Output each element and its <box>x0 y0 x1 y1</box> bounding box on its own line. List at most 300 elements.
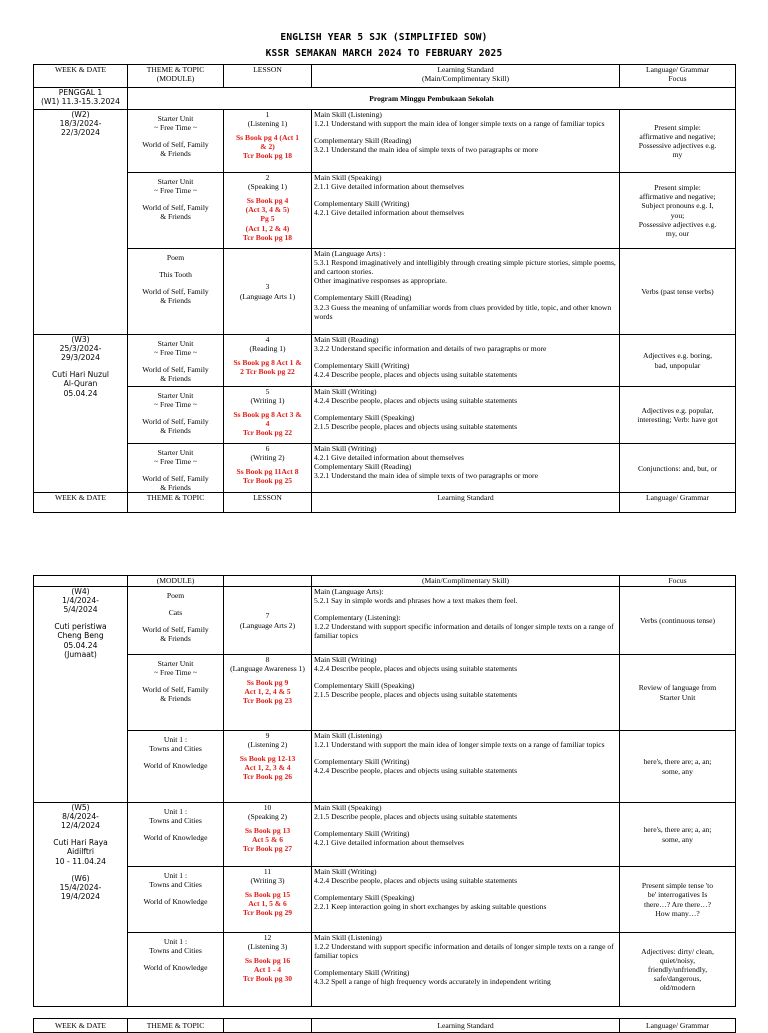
lesson-cell <box>224 655 312 731</box>
lesson-cell <box>224 249 312 335</box>
spacer <box>36 866 125 874</box>
footer-week: WEEK & DATE <box>34 493 128 513</box>
text-line: Adjectives e.g. boring, <box>643 351 712 361</box>
grammar-focus-cell <box>620 587 736 655</box>
text-line: 5/4/2024 <box>63 605 98 615</box>
header-lesson-continued <box>224 576 312 587</box>
spacer <box>314 673 617 681</box>
spacer <box>130 357 221 365</box>
text-line: Starter Unit <box>157 659 194 668</box>
text-line: 5.3.1 Respond imaginatively and intelligibly through creating simple picture stories, simple poems, and cartoon stories. <box>314 258 618 277</box>
theme-cell <box>128 173 224 249</box>
spacer <box>36 362 125 370</box>
text-line: ~ Free Time ~ <box>153 186 198 196</box>
cut-footer-strip <box>33 1018 735 1030</box>
text-line: Ss Book pg 16 <box>244 956 291 966</box>
header-learning-standard: Learning Standard (Main/Complimentary Skill) <box>312 65 620 88</box>
lesson-name: (Writing 2) <box>250 453 285 463</box>
text-line: 29/3/2024 <box>61 353 100 363</box>
text-line: How many…? <box>655 908 700 918</box>
text-line: (Act 3, 4 & 5) <box>245 205 290 215</box>
text-line: 1.2.1 Understand with support the main idea of longer simple texts on a range of familiar topics <box>314 119 605 129</box>
lesson-number: 8 <box>265 655 270 664</box>
lesson-cell <box>224 803 312 867</box>
grammar-focus-cell <box>620 249 736 335</box>
text-line: Main Skill (Speaking) <box>314 803 382 812</box>
text-line: World of Self, Family <box>142 474 209 484</box>
lesson-name: (Language Arts 1) <box>239 291 296 301</box>
document-title-line2: KSSR SEMAKAN MARCH 2024 TO FEBRUARY 2025 <box>265 48 503 59</box>
cut-footer-ls: Learning Standard <box>312 1019 620 1033</box>
text-line: Cuti peristiwa <box>54 622 107 632</box>
text-line: Main Skill (Listening) <box>314 731 382 740</box>
table-row <box>34 110 736 173</box>
text-line: (W3) <box>71 335 90 344</box>
text-line: 4.2.1 Give detailed information about themselves <box>314 208 464 218</box>
text-line: Other imaginative responses as appropriate. <box>314 276 448 286</box>
text-line: 4.2.4 Describe people, places and objects using suitable statements <box>314 664 518 674</box>
spacer <box>130 753 221 761</box>
learning-standard-cell <box>312 867 620 933</box>
text-line: Ss Book pg 9 <box>246 678 289 688</box>
cut-footer-lesson <box>224 1019 312 1033</box>
lesson-name: (Reading 1) <box>249 344 286 354</box>
text-line: & Friends <box>160 634 191 644</box>
lesson-cell <box>224 387 312 444</box>
spacer <box>130 825 221 833</box>
theme-cell <box>128 249 224 335</box>
text-line: & Friends <box>160 149 191 159</box>
text-line: World of Knowledge <box>143 897 208 907</box>
text-line: & Friends <box>160 374 191 384</box>
text-line: Tcr Book pg 18 <box>242 151 293 161</box>
text-line: Ss Book pg 8 Act 1 & <box>233 358 302 368</box>
text-line: 8/4/2024- <box>62 812 99 822</box>
spacer <box>314 405 617 413</box>
spacer <box>130 262 221 270</box>
text-line: (Act 1, 2 & 4) <box>245 223 290 233</box>
grammar-focus-cell <box>620 933 736 1007</box>
text-line: here's, there are; a, an; <box>643 757 712 767</box>
header-week-continued <box>34 576 128 587</box>
text-line: Cheng Beng <box>57 631 104 641</box>
theme-cell <box>128 867 224 933</box>
spacer <box>130 132 221 140</box>
learning-standard-cell <box>312 249 620 335</box>
spacer <box>130 955 221 963</box>
table-row <box>34 173 736 249</box>
text-line: 4.2.4 Describe people, places and objects using suitable statements <box>314 876 518 886</box>
table-row <box>34 655 736 731</box>
lesson-name: (Speaking 2) <box>247 812 287 822</box>
text-line: Ss Book pg 8 Act 3 & <box>233 410 302 420</box>
grammar-focus-cell <box>620 731 736 803</box>
text-line: Act 1 - 4 <box>253 965 282 975</box>
text-line: Main Skill (Listening) <box>314 110 382 119</box>
text-line: Complementary Skill (Writing) <box>314 829 410 839</box>
table-row <box>34 731 736 803</box>
footer-focus: Language/ Grammar <box>620 493 736 513</box>
table-footer-row <box>34 493 736 513</box>
spacer <box>314 191 617 199</box>
text-line: ~ Free Time ~ <box>153 457 198 467</box>
text-line: Main Skill (Reading) <box>314 335 379 344</box>
theme-cell <box>128 655 224 731</box>
lesson-name: (Listening 2) <box>247 740 288 750</box>
text-line: 3.2.1 Understand the main idea of simple texts of two paragraphs or more <box>314 145 538 155</box>
text-line: (W5) <box>71 803 90 812</box>
text-line: Starter Unit <box>659 692 696 702</box>
cut-footer-theme: THEME & TOPIC <box>128 1019 224 1033</box>
lesson-number: 5 <box>265 387 270 396</box>
text-line: 4 <box>265 419 270 429</box>
text-line: Act 1, 2, 3 & 4 <box>244 763 291 773</box>
footer-theme: THEME & TOPIC <box>128 493 224 513</box>
text-line: Unit 1 : <box>163 937 188 946</box>
lesson-number: 6 <box>265 444 270 453</box>
text-line: Act 5 & 6 <box>252 835 283 845</box>
header-ls-continued: (Main/Complimentary Skill) <box>312 576 620 587</box>
lesson-number: 4 <box>265 335 270 344</box>
week-cell-w5-w6 <box>34 803 128 1007</box>
text-line: Adjectives: dirty/ clean, <box>641 946 714 956</box>
text-line: (W6) <box>71 873 90 883</box>
text-line: ~ Free Time ~ <box>153 400 198 410</box>
theme-cell <box>128 444 224 493</box>
text-line: Tcr Book pg 25 <box>242 476 293 486</box>
text-line: Main Skill (Writing) <box>314 444 377 453</box>
spacer <box>130 889 221 897</box>
text-line: World of Self, Family <box>142 417 209 427</box>
learning-standard-cell <box>312 731 620 803</box>
lesson-cell <box>224 110 312 173</box>
header-week: WEEK & DATE <box>34 65 128 88</box>
theme-cell <box>128 731 224 803</box>
theme-cell <box>128 387 224 444</box>
text-line: 4.2.4 Describe people, places and objects using suitable statements <box>314 766 518 776</box>
text-line: 12/4/2024 <box>61 821 100 831</box>
lesson-cell <box>224 587 312 655</box>
week-cell-w4 <box>34 587 128 803</box>
spacer <box>130 195 221 203</box>
text-line: Ss Book pg 15 <box>244 890 291 900</box>
lesson-number: 7 <box>265 611 270 621</box>
text-line: bad, unpopular <box>654 360 701 370</box>
text-line: World of Knowledge <box>143 761 208 771</box>
text-line: 1.2.1 Understand with support the main idea of longer simple texts on a range of familiar topics <box>314 740 605 750</box>
text-line: Tcr Book pg 23 <box>242 696 293 706</box>
spacer <box>36 614 125 622</box>
text-line: 2 Tcr Book pg 22 <box>240 367 295 377</box>
lesson-name: (Listening 3) <box>247 942 288 952</box>
text-line: 3.2.3 Guess the meaning of unfamiliar words from clues provided by title, topic, and other known words <box>314 302 614 321</box>
text-line: Starter Unit <box>157 448 194 457</box>
text-line: affirmative and negative; <box>639 131 716 141</box>
text-line: Towns and Cities <box>149 744 202 754</box>
text-line: Starter Unit <box>157 177 194 186</box>
text-line: 3.2.2 Understand specific information and details of two paragraphs or more <box>314 344 547 354</box>
lesson-name: (Language Arts 2) <box>239 620 296 630</box>
spacer <box>130 600 221 608</box>
spacer <box>130 677 221 685</box>
spacer <box>314 128 617 136</box>
text-line: Complementary Skill (Writing) <box>314 199 410 209</box>
penggal-cell: PENGGAL 1 (W1) 11.3-15.3.2024 <box>34 88 128 110</box>
text-line: my, our <box>665 228 690 238</box>
text-line: quiet/noisy, <box>659 955 696 965</box>
text-line: ~ Free Time ~ <box>153 348 198 358</box>
text-line: 4.2.1 Give detailed information about themselves <box>314 453 464 463</box>
text-line: Complementary Skill (Writing) <box>314 361 410 371</box>
sow-table-1 <box>33 64 736 513</box>
lesson-number: 12 <box>263 933 272 942</box>
text-line: Review of language from <box>638 683 717 693</box>
text-line: some, any <box>662 766 693 776</box>
text-line: (W2) <box>71 110 90 119</box>
lesson-name: (Listening 1) <box>247 119 288 129</box>
text-line: Unit 1 : <box>163 735 188 744</box>
text-line: Complementary Skill (Writing) <box>314 757 410 767</box>
text-line: 3.2.1 Understand the main idea of simple texts of two paragraphs or more <box>314 471 538 481</box>
text-line: Pg 5 <box>260 214 275 224</box>
learning-standard-cell <box>312 335 620 387</box>
text-line: & Friends <box>160 426 191 436</box>
text-line: Conjunctions: and, but, or <box>637 463 718 473</box>
text-line: Unit 1 : <box>163 871 188 880</box>
lesson-name: (Language Awareness 1) <box>230 664 305 674</box>
text-line: & Friends <box>160 483 191 493</box>
text-line: Present simple tense 'to <box>641 881 714 891</box>
text-line: Tcr Book pg 29 <box>242 908 293 918</box>
header-theme-continued: (MODULE) <box>128 576 224 587</box>
learning-standard-cell <box>312 803 620 867</box>
text-line: 1/4/2024- <box>62 596 99 606</box>
text-line: 10 - 11.04.24 <box>54 856 107 866</box>
document-title-line1: ENGLISH YEAR 5 SJK (SIMPLIFIED SOW) <box>280 32 488 43</box>
learning-standard-cell <box>312 444 620 493</box>
lesson-cell <box>224 444 312 493</box>
learning-standard-cell <box>312 110 620 173</box>
grammar-focus-cell <box>620 387 736 444</box>
text-line: here's, there are; a, an; <box>643 825 712 835</box>
grammar-focus-cell <box>620 803 736 867</box>
text-line: my <box>672 150 683 160</box>
learning-standard-cell <box>312 387 620 444</box>
theme-cell <box>128 335 224 387</box>
spacer <box>130 466 221 474</box>
text-line: Act 1, 2, 4 & 5 <box>244 687 291 697</box>
learning-standard-cell <box>312 173 620 249</box>
text-line: Starter Unit <box>157 391 194 400</box>
text-line: Verbs (continuous tense) <box>639 615 716 625</box>
lesson-cell <box>224 933 312 1007</box>
text-line: Ss Book pg 13 <box>244 826 291 836</box>
table-row <box>34 387 736 444</box>
text-line: Ss Book pg 12-13 <box>239 754 296 764</box>
text-line: Unit 1 : <box>163 807 188 816</box>
text-line: 1.2.2 Understand with support specific information and details of longer simple texts on a range of familiar topics <box>314 942 616 961</box>
header-lesson: LESSON <box>224 65 312 88</box>
theme-cell <box>128 587 224 655</box>
footer-learning-standard: Learning Standard <box>312 493 620 513</box>
text-line: 4.2.4 Describe people, places and objects using suitable statements <box>314 370 518 380</box>
text-line: Towns and Cities <box>149 816 202 826</box>
text-line: 05.04.24 <box>63 388 98 398</box>
penggal-row <box>34 88 736 110</box>
text-line: World of Self, Family <box>142 287 209 297</box>
text-line: Tcr Book pg 30 <box>242 974 293 984</box>
text-line: Main Skill (Speaking) <box>314 173 382 182</box>
grammar-focus-cell <box>620 867 736 933</box>
learning-standard-cell <box>312 933 620 1007</box>
text-line: Ss Book pg 4 <box>246 196 289 206</box>
grammar-focus-cell <box>620 444 736 493</box>
text-line: & Friends <box>160 212 191 222</box>
text-line: Tcr Book pg 26 <box>242 772 293 782</box>
text-line: 19/4/2024 <box>61 891 100 901</box>
table-row <box>34 933 736 1007</box>
footer-lesson: LESSON <box>224 493 312 513</box>
text-line: 15/4/2024- <box>59 882 102 892</box>
text-line: 05.04.24 <box>63 640 98 650</box>
text-line: This Tooth <box>159 270 192 280</box>
text-line: (Jumaat) <box>64 649 97 659</box>
text-line: World of Self, Family <box>142 625 209 635</box>
text-line: Verbs (past tense verbs) <box>641 286 714 296</box>
table-continued-header <box>34 576 736 587</box>
text-line: (W4) <box>71 587 90 596</box>
text-line: Cuti Hari Nuzul <box>51 370 110 380</box>
text-line: old/modern <box>659 983 695 993</box>
grammar-focus-cell <box>620 173 736 249</box>
text-line: 2.2.1 Keep interaction going in short exchanges by asking suitable questions <box>314 902 547 912</box>
text-line: safe/dangerous, <box>653 974 702 984</box>
text-line: & Friends <box>160 694 191 704</box>
text-line: there…? Are there…? <box>643 899 712 909</box>
text-line: Act 1, 5 & 6 <box>248 899 287 909</box>
text-line: you; <box>670 210 685 220</box>
learning-standard-cell <box>312 655 620 731</box>
lesson-number: 10 <box>263 803 272 812</box>
text-line: 1.2.2 Understand with support specific information and details of longer simple texts on a range of familiar topics <box>314 622 616 641</box>
text-line: 25/3/2024- <box>59 344 102 354</box>
spacer <box>130 617 221 625</box>
text-line: 2.1.5 Describe people, places and objects using suitable statements <box>314 422 518 432</box>
text-line: Main Skill (Writing) <box>314 655 377 664</box>
text-line: Main Skill (Writing) <box>314 867 377 876</box>
lesson-number: 2 <box>265 173 270 182</box>
learning-standard-cell <box>312 587 620 655</box>
text-line: & 2) <box>260 142 275 152</box>
text-line: World of Self, Family <box>142 365 209 375</box>
spacer <box>314 749 617 757</box>
lesson-number: 3 <box>265 282 270 292</box>
text-line: Present simple: <box>654 122 701 132</box>
text-line: ~ Free Time ~ <box>153 668 198 678</box>
text-line: Main (Language Arts): <box>314 587 384 596</box>
text-line: Starter Unit <box>157 114 194 123</box>
grammar-focus-cell <box>620 110 736 173</box>
text-line: Starter Unit <box>157 339 194 348</box>
text-line: friendly/unfriendly, <box>647 964 708 974</box>
text-line: affirmative and negative; <box>639 192 716 202</box>
text-line: Complementary Skill (Reading) <box>314 293 412 303</box>
text-line: Poem <box>166 591 185 600</box>
text-line: Tcr Book pg 22 <box>242 428 293 438</box>
text-line: be' interrogatives Is <box>647 890 708 900</box>
text-line: World of Knowledge <box>143 833 208 843</box>
text-line: Main Skill (Listening) <box>314 933 382 942</box>
text-line: some, any <box>662 834 693 844</box>
text-line: World of Self, Family <box>142 685 209 695</box>
text-line: Present simple: <box>654 183 701 193</box>
text-line: Possessive adjectives e.g. <box>638 141 717 150</box>
text-line: Cats <box>168 608 183 618</box>
table-row <box>34 587 736 655</box>
table-row <box>34 803 736 867</box>
text-line: Aidilftri <box>66 847 95 857</box>
text-line: Towns and Cities <box>149 946 202 956</box>
lesson-name: (Speaking 1) <box>247 182 287 192</box>
lesson-number: 11 <box>263 867 272 876</box>
cut-footer-focus: Language/ Grammar <box>620 1019 736 1033</box>
text-line: Subject pronouns e.g. I, <box>641 201 714 211</box>
week-cell-w3 <box>34 335 128 493</box>
header-theme: THEME & TOPIC (MODULE) <box>128 65 224 88</box>
table-row <box>34 335 736 387</box>
text-line: Complementary Skill (Writing) <box>314 968 410 978</box>
spacer <box>36 830 125 838</box>
text-line: 2.1.5 Describe people, places and objects using suitable statements <box>314 812 518 822</box>
text-line: Towns and Cities <box>149 880 202 890</box>
spacer <box>314 353 617 361</box>
header-focus: Language/ Grammar Focus <box>620 65 736 88</box>
text-line: 22/3/2024 <box>61 128 100 138</box>
spacer <box>314 960 617 968</box>
text-line: Possessive adjectives e.g. <box>638 219 717 229</box>
header-focus-continued: Focus <box>620 576 736 587</box>
text-line: Complementary Skill (Speaking) <box>314 413 415 423</box>
text-line: World of Knowledge <box>143 963 208 973</box>
text-line: 4.2.4 Describe people, places and objects using suitable statements <box>314 396 518 406</box>
text-line: Complementary Skill (Speaking) <box>314 893 415 903</box>
lesson-number: 9 <box>265 731 270 740</box>
text-line: 2.1.1 Give detailed information about themselves <box>314 182 464 192</box>
text-line: Tcr Book pg 27 <box>242 844 293 854</box>
cut-footer-week: WEEK & DATE <box>34 1019 128 1033</box>
text-line: World of Self, Family <box>142 203 209 213</box>
spacer <box>130 409 221 417</box>
lesson-name: (Writing 1) <box>250 396 285 406</box>
text-line: Main (Language Arts) : <box>314 249 386 258</box>
text-line: & Friends <box>160 296 191 306</box>
text-line: 2.1.5 Describe people, places and objects using suitable statements <box>314 690 518 700</box>
lesson-number: 1 <box>265 110 270 119</box>
text-line: 5.2.1 Say in simple words and phrases how a text makes them feel. <box>314 596 518 606</box>
theme-cell <box>128 803 224 867</box>
text-line: Complementary Skill (Reading) <box>314 136 412 146</box>
text-line: Poem <box>166 253 185 262</box>
spacer <box>130 279 221 287</box>
spacer <box>314 605 617 613</box>
lesson-cell <box>224 731 312 803</box>
grammar-focus-cell <box>620 335 736 387</box>
text-line: Complementary (Listening): <box>314 613 401 623</box>
text-line: Ss Book pg 11Act 8 <box>236 467 299 477</box>
text-line: Main Skill (Writing) <box>314 387 377 396</box>
text-line: 4.2.1 Give detailed information about themselves <box>314 838 464 848</box>
text-line: 18/3/2024- <box>59 119 102 129</box>
